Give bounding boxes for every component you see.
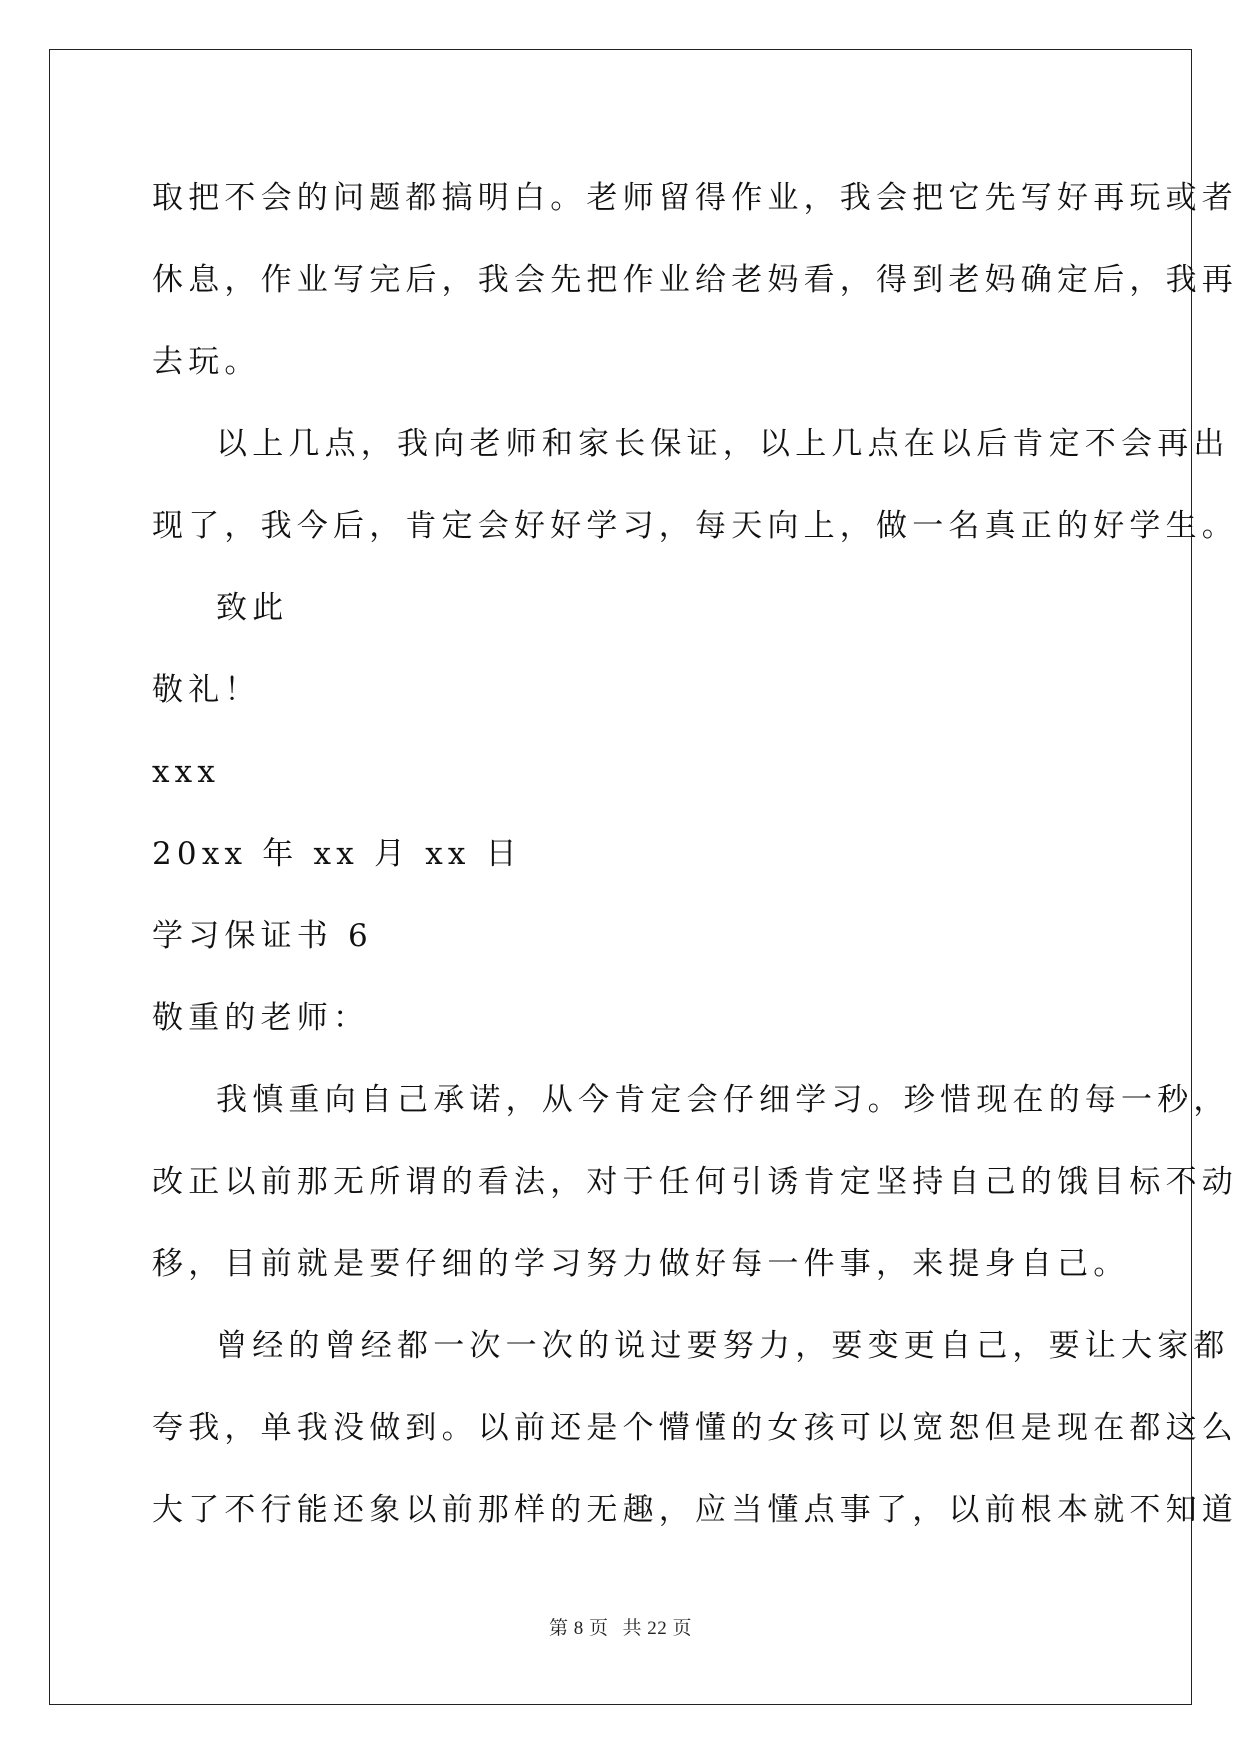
greeting: 敬重的老师： <box>152 1000 370 1036</box>
section-title: 学习保证书 6 <box>152 918 373 954</box>
paragraph-line: 曾经的曾经都一次一次的说过要努力，要变更自己，要让大家都 <box>216 1328 1230 1364</box>
paragraph-line: 大了不行能还象以前那样的无趣，应当懂点事了，以前根本就不知道 <box>152 1492 1238 1528</box>
closing-phrase: 致此 <box>216 590 289 626</box>
document-body <box>152 157 1238 1551</box>
signature-date: 20xx 年 xx 月 xx 日 <box>152 836 522 872</box>
paragraph-line: 去玩。 <box>152 344 261 380</box>
page-number: 第 8 页 <box>548 1618 609 1639</box>
signature-name: xxx <box>152 754 221 790</box>
paragraph-line: 取把不会的问题都搞明白。老师留得作业，我会把它先写好再玩或者 <box>152 180 1238 216</box>
paragraph-line: 夸我，单我没做到。以前还是个懵懂的女孩可以宽恕但是现在都这么 <box>152 1410 1238 1446</box>
paragraph-line: 移，目前就是要仔细的学习努力做好每一件事，来提身自己。 <box>152 1246 1130 1282</box>
paragraph-line: 休息，作业写完后，我会先把作业给老妈看，得到老妈确定后，我再 <box>152 262 1238 298</box>
salutation: 敬礼！ <box>152 672 261 708</box>
paragraph-line: 我慎重向自己承诺，从今肯定会仔细学习。珍惜现在的每一秒， <box>216 1082 1230 1118</box>
paragraph-line: 改正以前那无所谓的看法，对于任何引诱肯定坚持自己的饿目标不动 <box>152 1164 1238 1200</box>
page-total: 共 22 页 <box>622 1618 693 1639</box>
paragraph-line: 现了，我今后，肯定会好好学习，每天向上，做一名真正的好学生。 <box>152 508 1238 544</box>
paragraph-line: 以上几点，我向老师和家长保证，以上几点在以后肯定不会再出 <box>216 426 1230 462</box>
page-footer <box>0 1617 1241 1641</box>
